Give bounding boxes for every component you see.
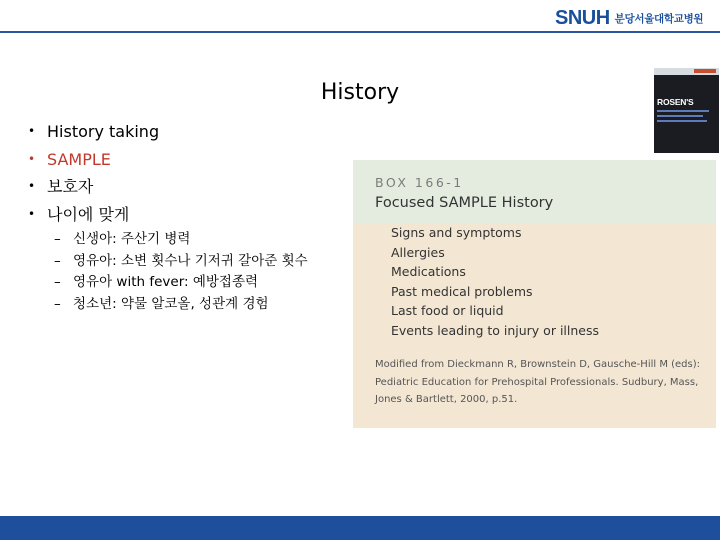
footer-bar [0, 516, 720, 540]
box-item: Events leading to injury or illness [391, 322, 599, 338]
book-cover-tag [694, 69, 716, 73]
bullet-list [28, 118, 159, 228]
bullet-item: • 보호자 [28, 173, 159, 201]
book-cover-line [657, 115, 703, 117]
logo-main-text: SNUH [555, 6, 610, 29]
slide-title: History [320, 80, 400, 105]
sample-history-box [353, 160, 716, 428]
hospital-logo [555, 7, 703, 29]
logo-sub-text: 분당서울대학교병원 [614, 12, 704, 25]
box-item: Medications [391, 264, 466, 279]
box-item: Signs and symptoms [391, 225, 522, 240]
sub-bullet-list [54, 229, 308, 315]
book-cover-title: ROSEN'S [657, 97, 694, 107]
book-cover-image [654, 68, 719, 153]
sub-bullet-item: – 영유아 with fever: 예방접종력 [54, 272, 308, 294]
sub-bullet-item: – 신생아: 주산기 병력 [54, 229, 308, 251]
sub-bullet-item: – 청소년: 약물 알코올, 성관계 경험 [54, 294, 308, 316]
book-cover-line [657, 120, 707, 122]
sub-bullet-item: – 영유아: 소변 횟수나 기저귀 갈아준 횟수 [54, 251, 308, 273]
book-cover-line [657, 110, 709, 112]
header-divider [0, 31, 720, 33]
box-label: BOX 166-1 [375, 175, 464, 190]
box-item: Last food or liquid [391, 303, 504, 318]
box-item-list [391, 223, 599, 340]
box-item: Allergies [391, 244, 445, 260]
bullet-item: • 나이에 맞게 [28, 201, 159, 229]
box-citation: Modified from Dieckmann R, Brownstein D, Gausche-Hill M (eds): Pediatric Education for Prehospital Professionals. Sudbury, Mass, Jones & Bartlett, 2000, p.51. [375, 359, 701, 405]
box-header [353, 160, 716, 224]
box-item: Past medical problems [391, 283, 533, 299]
box-title: Focused SAMPLE History [375, 195, 554, 211]
bullet-item: • History taking [28, 118, 159, 146]
bullet-item-highlighted: • SAMPLE [28, 146, 159, 174]
